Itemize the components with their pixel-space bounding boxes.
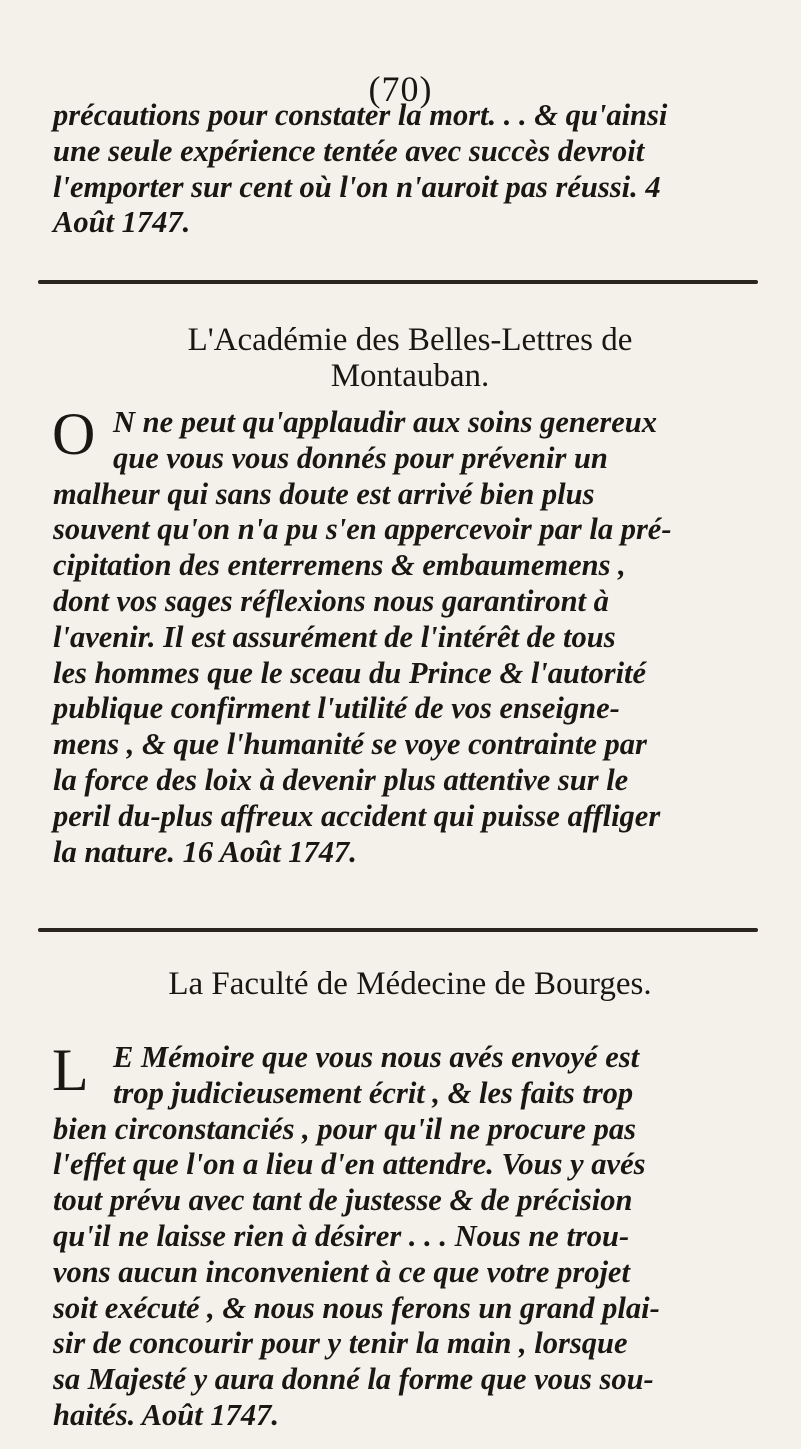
section1-body (52, 401, 765, 870)
paragraph-line: publique confirment l'utilité de vos enseigne- (53, 691, 620, 726)
paragraph-line: tout prévu avec tant de justesse & de précision (53, 1183, 633, 1218)
top-paragraph (53, 98, 765, 241)
paragraph-line: sa Majesté y aura donné la forme que vous sou- (53, 1362, 654, 1397)
paragraph-line: que vous vous donnés pour prévenir un (113, 440, 608, 475)
section2-body (52, 1037, 765, 1434)
heading-line: Montauban. (330, 358, 490, 394)
heading-line: L'Académie des Belles-Lettres de (187, 322, 633, 358)
page-number: (70) (368, 69, 433, 109)
paragraph-line: l'avenir. Il est assurément de l'intérêt de tous (53, 619, 616, 654)
section-heading-bourges: La Faculté de Médecine de Bourges. (168, 966, 652, 1002)
paragraph-line: haités. Août 1747. (53, 1397, 279, 1432)
paragraph-line: une seule expérience tentée avec succès devroit (53, 133, 645, 168)
paragraph-line: N ne peut qu'applaudir aux soins genereux (113, 405, 658, 439)
paragraph-line: vons aucun inconvenient à ce que votre projet (53, 1254, 630, 1289)
paragraph-line: l'effet que l'on a lieu d'en attendre. Vous y avés (53, 1147, 646, 1182)
paragraph-line: malheur qui sans doute est arrivé bien plus (53, 476, 595, 511)
paragraph-line: les hommes que le sceau du Prince & l'autorité (53, 655, 647, 690)
paragraph-line: cipitation des enterremens & embaumemens , (53, 548, 626, 583)
section-heading-montauban (100, 322, 720, 394)
paragraph-line: qu'il ne laisse rien à désirer . . . Nous ne trou- (53, 1218, 630, 1253)
separator-rule (38, 280, 758, 284)
paragraph-line: l'emporter sur cent où l'on n'auroit pas réussi. 4 (53, 169, 661, 204)
paragraph-line: souvent qu'on n'a pu s'en appercevoir par la pré- (53, 512, 672, 547)
paragraph-line: bien circonstanciés , pour qu'il ne procure pas (53, 1111, 636, 1146)
paragraph-line: mens , & que l'humanité se voye contrainte par (53, 727, 647, 762)
paragraph-line: sir de concourir pour y tenir la main , lorsque (53, 1326, 628, 1361)
drop-cap: L (52, 1037, 89, 1103)
paragraph-line: dont vos sages réflexions nous garantiront à (53, 583, 609, 618)
paragraph-line: E Mémoire que vous nous avés envoyé est (113, 1040, 640, 1074)
paragraph-line: la nature. 16 Août 1747. (53, 834, 357, 869)
separator-rule (38, 928, 758, 932)
paragraph-line: soit exécuté , & nous nous ferons un grand plai- (53, 1290, 660, 1325)
paragraph-line: peril du-plus affreux accident qui puisse affliger (53, 798, 661, 833)
drop-cap: O (52, 401, 96, 467)
paragraph-line: trop judicieusement écrit , & les faits trop (113, 1075, 634, 1110)
paragraph-line: Août 1747. (53, 205, 191, 240)
paragraph-line: précautions pour constater la mort. . . & qu'ainsi (53, 98, 668, 132)
paragraph-line: la force des loix à devenir plus attentive sur le (53, 762, 629, 797)
